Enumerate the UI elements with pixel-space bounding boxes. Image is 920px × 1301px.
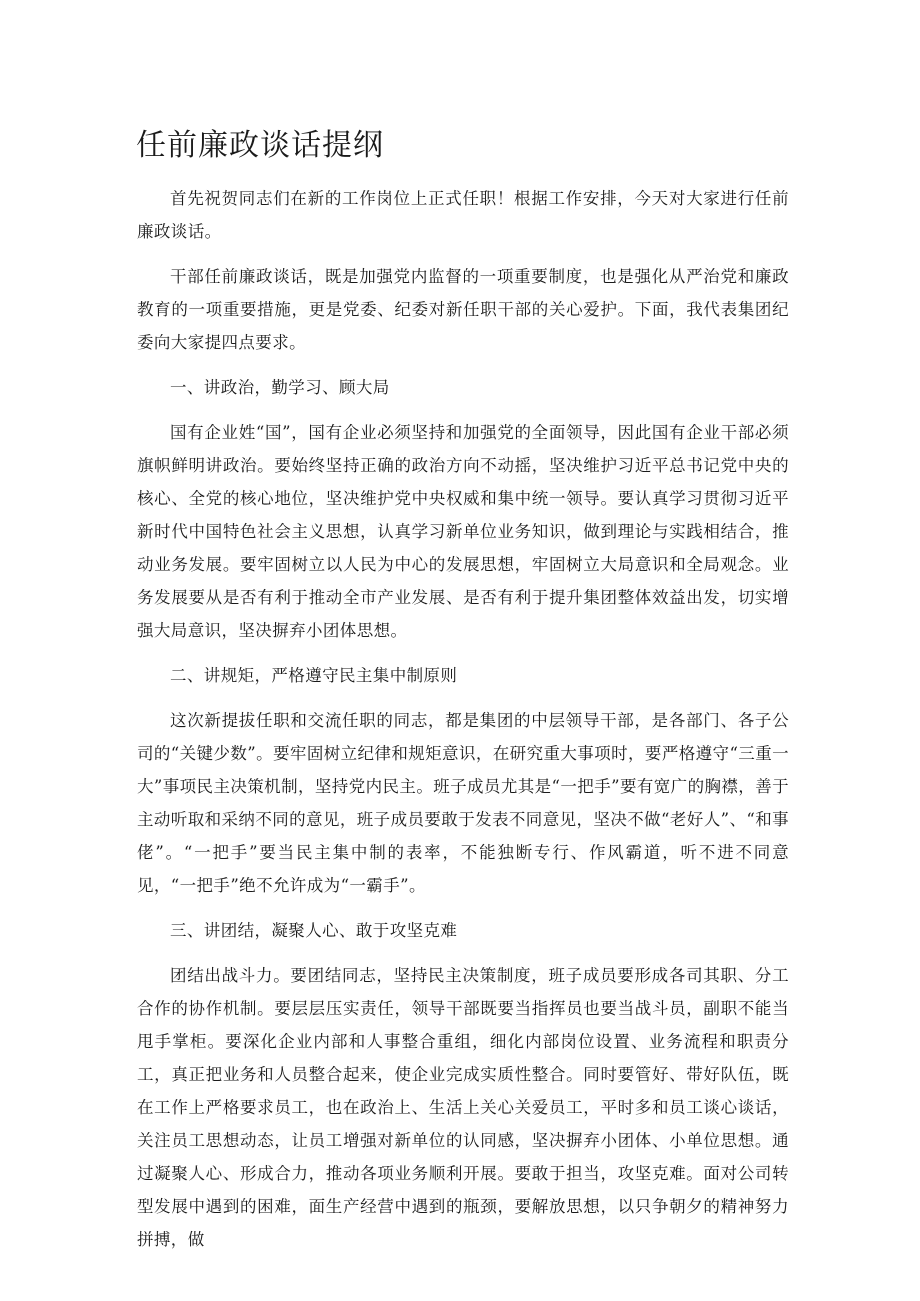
section-heading: 二、讲规矩，严格遵守民主集中制原则 bbox=[170, 666, 458, 685]
section-heading: 一、讲政治，勤学习、顾大局 bbox=[170, 378, 390, 397]
intro-paragraph: 首先祝贺同志们在新的工作岗位上正式任职！根据工作安排，今天对大家进行任前廉政谈话。 bbox=[137, 189, 789, 241]
section-paragraph: 国有企业姓“国”，国有企业必须坚持和加强党的全面领导，因此国有企业干部必须旗帜鲜明讲政治。要始终坚持正确的政治方向不动摇，坚决维护习近平总书记党中央的核心、全党的核心地位，坚决维护党中央权威和集中统一领导。要认真学习贯彻习近平新时代中国特色社会主义思想，认真学习新单位业务知识，做到理论与实践相结合，推动业务发展。要牢固树立以人民为中心的发展思想，牢固树立大局意识和全局观念。业务发展要从是否有利于推动全市产业发展、是否有利于提升集团整体效益出发，切实增强大局意识，坚决摒弃小团体思想。 bbox=[137, 423, 789, 640]
section-heading: 三、讲团结，凝聚人心、敢于攻坚克难 bbox=[170, 921, 458, 940]
section-paragraph: 这次新提拔任职和交流任职的同志，都是集团的中层领导干部，是各部门、各子公司的“关键少数”。要牢固树立纪律和规矩意识，在研究重大事项时，要严格遵守“三重一大”事项民主决策机制，坚持党内民主。班子成员尤其是“一把手”要有宽广的胸襟，善于主动听取和采纳不同的意见，班子成员要敢于发表不同意见，坚决不做“老好人”、“和事佬”。“一把手”要当民主集中制的表率，不能独断专行、作风霸道，听不进不同意见，“一把手”绝不允许成为“一霸手”。 bbox=[137, 711, 789, 895]
document-title: 任前廉政谈话提纲 bbox=[136, 128, 384, 163]
purpose-paragraph: 干部任前廉政谈话，既是加强党内监督的一项重要制度，也是强化从严治党和廉政教育的一项重要措施，更是党委、纪委对新任职干部的关心爱护。下面，我代表集团纪委向大家提四点要求。 bbox=[137, 267, 789, 352]
section-paragraph: 团结出战斗力。要团结同志，坚持民主决策制度，班子成员要形成各司其职、分工合作的协作机制。要层层压实责任，领导干部既要当指挥员也要当战斗员，副职不能当甩手掌柜。要深化企业内部和人事整合重组，细化内部岗位设置、业务流程和职责分工，真正把业务和人员整合起来，使企业完成实质性整合。同时要管好、带好队伍，既在工作上严格要求员工，也在政治上、生活上关心关爱员工，平时多和员工谈心谈话，关注员工思想动态，让员工增强对新单位的认同感，坚决摒弃小团体、小单位思想。通过凝聚人心、形成合力，推动各项业务顺利开展。要敢于担当，攻坚克难。面对公司转型发展中遇到的困难，面生产经营中遇到的瓶颈，要解放思想，以只争朝夕的精神努力拼搏，做 bbox=[137, 966, 789, 1249]
document-body bbox=[137, 182, 789, 1268]
